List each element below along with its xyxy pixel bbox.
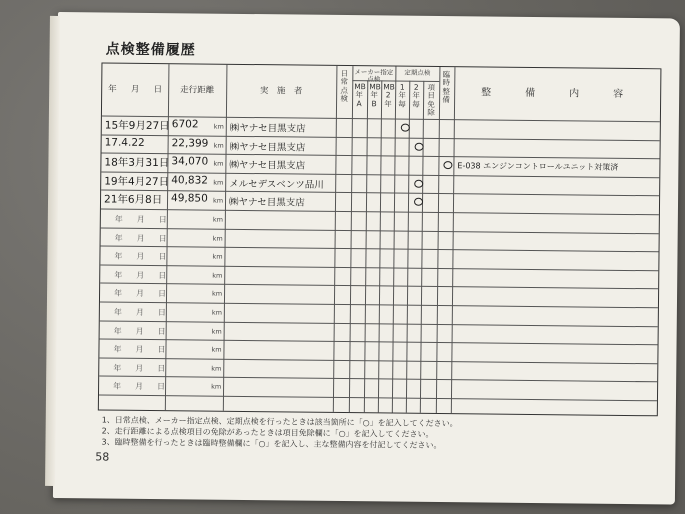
header-month: 月 <box>130 84 140 95</box>
blank-date-label: 日 <box>157 382 166 392</box>
blank-date-label: 年 <box>114 214 123 224</box>
page-title: 点検整備履歴 <box>105 41 196 59</box>
blank-date-label: 月 <box>135 307 144 317</box>
blank-date-label: 年 <box>114 251 123 261</box>
header-rinji: 臨時整備 <box>442 70 451 105</box>
km-unit: km <box>213 178 224 187</box>
footnote: 3、臨時整備を行ったときは臨時整備欄に「○」を記入し、主な整備内容を付記してください。 <box>101 437 442 451</box>
entry-date: 15年9月27日 <box>104 119 170 133</box>
col-divider <box>378 80 382 412</box>
entry-performer: ㈱ヤナセ目黒支店 <box>228 197 305 209</box>
check-circle-mark <box>414 180 423 188</box>
entry-mileage: 40,832 <box>171 173 209 187</box>
blank-date-label: 日 <box>157 326 166 336</box>
km-unit: km <box>213 122 224 131</box>
header-mileage: 走行距離 <box>180 85 215 96</box>
entry-content: E-038 エンジンコントロールユニット対策済 <box>457 161 619 173</box>
blank-date-label: 年 <box>114 288 123 299</box>
blank-date-label: 年 <box>114 233 123 243</box>
blank-date-label: 年 <box>113 326 122 336</box>
header-exempt: 項目免除 <box>427 82 436 118</box>
blank-date-label: 日 <box>157 345 166 355</box>
blank-date-label: 月 <box>136 252 145 262</box>
entry-date: 19年4月27日 <box>104 175 170 188</box>
blank-date-label: 月 <box>136 214 145 224</box>
blank-date-label: 年 <box>113 381 122 392</box>
entry-mileage: 49,850 <box>170 192 208 205</box>
blank-date-label: 日 <box>158 252 167 262</box>
header-day: 日 <box>153 85 163 96</box>
check-circle-mark <box>401 124 410 132</box>
header-daily: 日常点検 <box>340 68 349 104</box>
km-unit: km <box>212 234 223 243</box>
km-unit: km <box>211 383 222 392</box>
page-number: 58 <box>95 450 110 464</box>
blank-date-label: 日 <box>157 308 166 318</box>
entry-performer: メルセデスベンツ品川 <box>229 178 324 191</box>
maintenance-table <box>98 62 662 416</box>
check-circle-mark <box>415 142 424 150</box>
check-circle-mark <box>443 161 452 169</box>
blank-date-label: 月 <box>136 289 145 299</box>
header-mb-2: MB 2年 <box>383 82 395 109</box>
blank-date-label: 年 <box>113 363 122 373</box>
km-unit: km <box>212 290 223 299</box>
header-year: 年 <box>108 84 117 95</box>
blank-date-label: 日 <box>158 215 167 225</box>
km-unit: km <box>211 327 222 336</box>
blank-date-label: 年 <box>113 344 122 354</box>
blank-date-label: 月 <box>135 382 144 392</box>
header-date <box>104 85 166 95</box>
footnote: 1、日常点検、メーカー指定点検、定期点検を行ったときは該当箇所に「○」を記入してください。 <box>101 415 458 429</box>
blank-date-label: 月 <box>135 326 144 336</box>
logbook-page <box>53 12 680 504</box>
km-unit: km <box>212 215 223 224</box>
entry-mileage: 6702 <box>171 118 199 131</box>
col-divider <box>364 80 368 412</box>
km-unit: km <box>213 159 224 168</box>
blank-date-label: 日 <box>158 233 167 243</box>
header-teiki-group: 定期点検 <box>404 68 431 77</box>
footnotes <box>101 414 661 453</box>
blank-date-label: 月 <box>136 270 145 280</box>
km-unit: km <box>212 271 223 280</box>
km-unit: km <box>213 141 224 150</box>
header-content: 整 備 内 容 <box>481 87 636 101</box>
blank-date-label: 年 <box>114 270 123 280</box>
blank-date-label: 日 <box>158 289 167 299</box>
blank-date-label: 月 <box>135 363 144 373</box>
km-unit: km <box>211 345 222 354</box>
blank-date-label: 月 <box>135 345 144 355</box>
entry-performer: ㈱ヤナセ目黒支店 <box>229 141 306 154</box>
km-unit: km <box>211 364 222 373</box>
entry-performer: ㈱ヤナセ目黒支店 <box>229 159 306 172</box>
km-unit: km <box>211 308 223 317</box>
footnote: 2、走行距離による点検項目の免除があったときは項目免除欄に「○」を記入してください。 <box>101 426 434 440</box>
entry-performer: ㈱ヤナセ目黒支店 <box>229 122 306 135</box>
header-teiki-2: 2年毎 <box>412 82 420 109</box>
header-performer: 実 施 者 <box>259 86 303 97</box>
entry-mileage: 22,399 <box>171 136 209 150</box>
blank-date-label: 日 <box>157 363 166 373</box>
blank-date-label: 月 <box>136 233 145 243</box>
entry-date: 18年3月31日 <box>104 156 170 170</box>
col-divider <box>420 81 424 413</box>
header-teiki-1: 1年毎 <box>398 82 406 109</box>
entry-date: 17.4.22 <box>104 136 145 149</box>
header-maker-group: メーカー指定点検 <box>354 68 394 84</box>
km-unit: km <box>212 197 224 206</box>
header-mb-a: MB 年 A <box>354 82 366 108</box>
blank-date-label: 年 <box>113 307 122 317</box>
entry-mileage: 34,070 <box>171 155 209 168</box>
km-unit: km <box>212 252 223 261</box>
blank-date-label: 日 <box>158 270 167 280</box>
header-mb-b: MB 年 B <box>369 82 381 109</box>
entry-date: 21年6月8日 <box>103 193 163 207</box>
